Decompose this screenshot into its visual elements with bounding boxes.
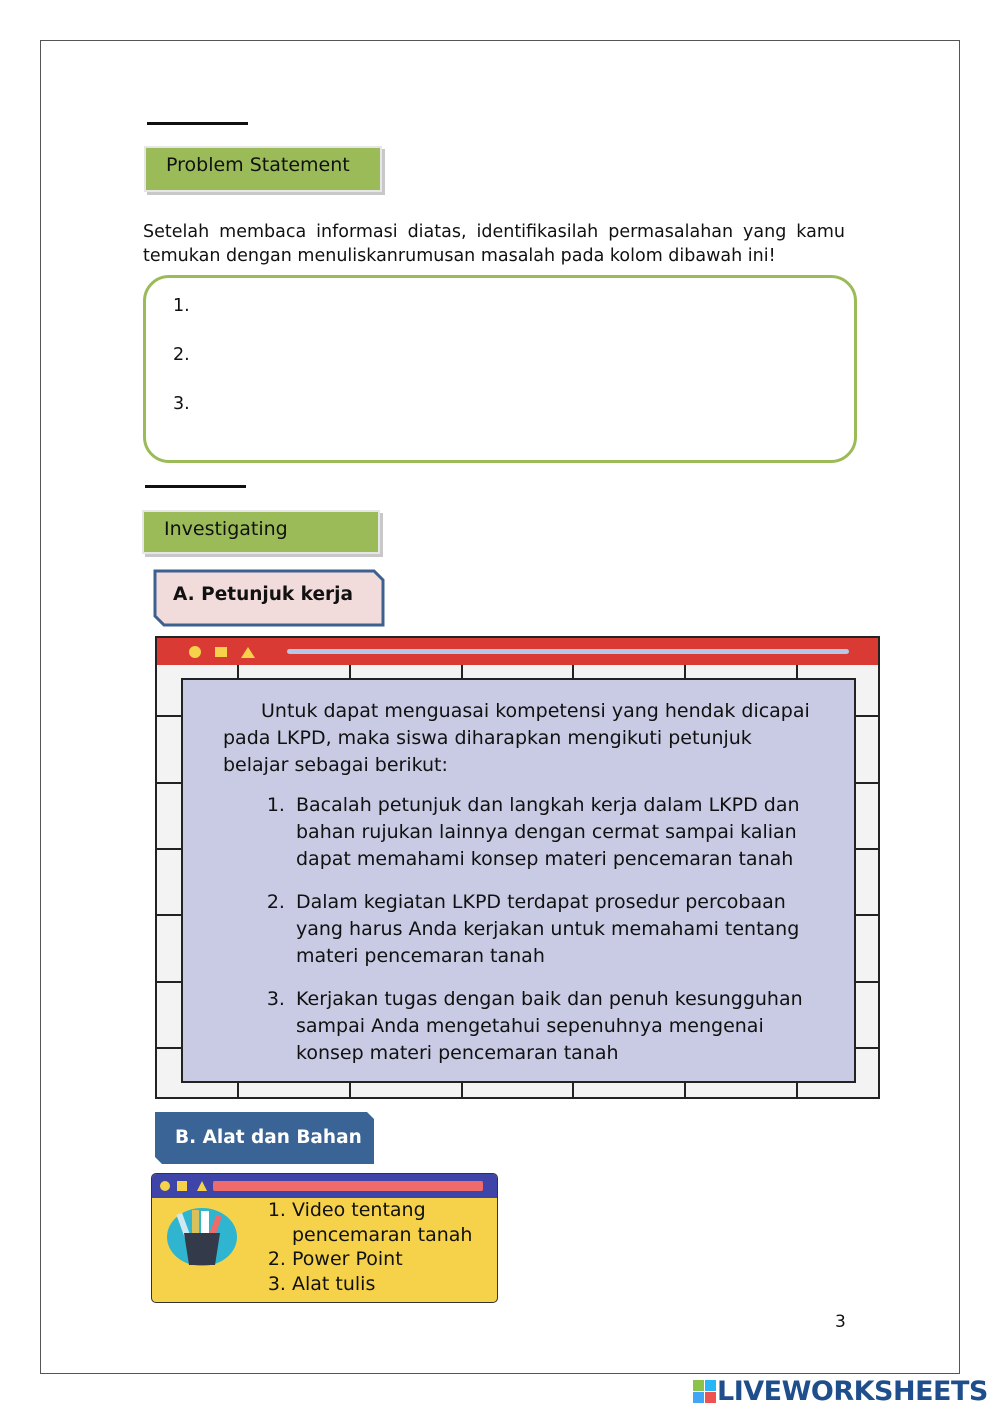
logo-text: LIVEWORKSHEETS	[717, 1376, 988, 1407]
petunjuk-item: 3. Kerjakan tugas dengan baik dan penuh kesungguhan sampai Anda mengetahui sepenuhnya mengenai konsep materi pencemaran tanah	[291, 986, 814, 1067]
alat-item: 2. Power Point	[292, 1247, 477, 1272]
divider	[145, 485, 246, 488]
petunjuk-title: A. Petunjuk kerja	[173, 584, 353, 605]
section-investigating: Investigating	[142, 510, 380, 554]
petunjuk-intro: Untuk dapat menguasai kompetensi yang hendak dicapai pada LKPD, maka siswa diharapkan mengikuti petunjuk belajar sebagai berikut:	[223, 700, 810, 776]
petunjuk-item: 1. Bacalah petunjuk dan langkah kerja dalam LKPD dan bahan rujukan lainnya dengan cermat sampai kalian dapat memahami konsep materi pencemaran tanah	[291, 792, 814, 873]
page-number: 3	[835, 1312, 846, 1332]
instruction-text: Setelah membaca informasi diatas, identifikasilah permasalahan yang kamu temukan dengan menuliskanrumusan masalah pada kolom dibawah ini!	[143, 222, 845, 266]
window-titlebar	[157, 638, 878, 665]
live-logo-icon	[693, 1379, 717, 1405]
petunjuk-item: 2. Dalam kegiatan LKPD terdapat prosedur percobaan yang harus Anda kerjakan untuk memahami tentang materi pencemaran tanah	[291, 889, 814, 970]
section-problem-statement: Problem Statement	[144, 146, 382, 192]
alat-item: 1. Video tentang pencemaran tanah	[292, 1198, 477, 1247]
divider	[147, 122, 248, 125]
liveworksheets-logo	[693, 1376, 988, 1407]
answer-box[interactable]	[143, 275, 857, 463]
petunjuk-panel	[181, 678, 856, 1083]
stationery-cup-icon	[166, 1207, 238, 1267]
alat-window	[151, 1173, 498, 1303]
alat-item: 3. Alat tulis	[292, 1272, 477, 1297]
alat-title: B. Alat dan Bahan	[175, 1127, 362, 1148]
window-controls-icon	[157, 638, 877, 665]
answer-1[interactable]: 1.	[173, 296, 190, 316]
answer-3[interactable]: 3.	[173, 394, 190, 414]
answer-2[interactable]: 2.	[173, 345, 190, 365]
window-titlebar	[152, 1174, 498, 1198]
